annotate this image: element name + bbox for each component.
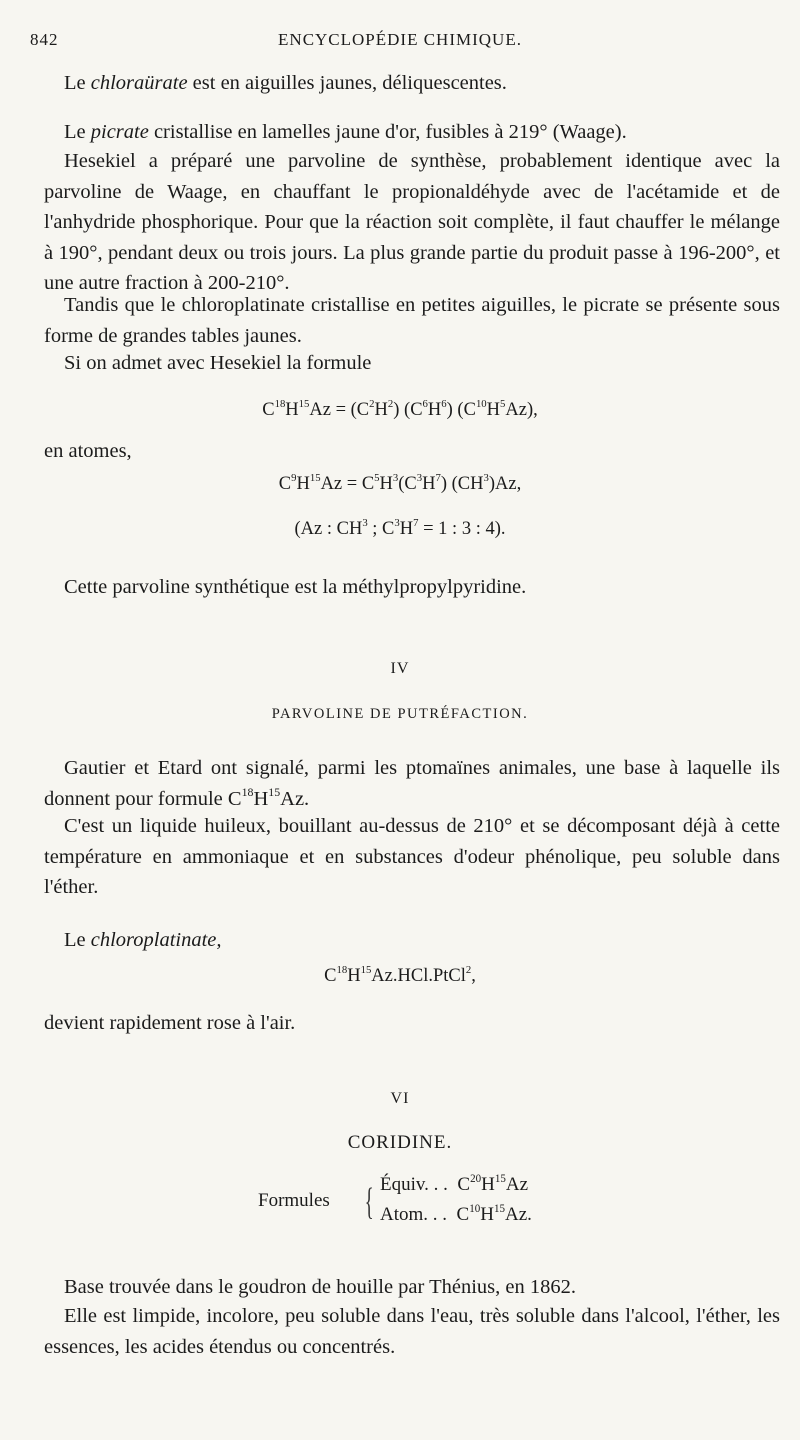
formules-row-atom: Atom. . . $C^{10}H^{15}Az$. <box>380 1203 532 1225</box>
term-chloraurate: chloraürate <box>90 72 188 94</box>
page-number: 842 <box>30 30 59 49</box>
paragraph-base-trouvee: Base trouvée dans le goudron de houille par Thénius, en 1862. <box>64 1276 576 1298</box>
paragraph-picrate: Le picrate cristallise en lamelles jaune d'or, fusibles à 219° (Waage). <box>64 121 627 143</box>
equation-equivalents: $C^{18}H^{15}Az = (C^2H^2)$ $(C^6H^6)$ $(C^{10}H^5Az)$, <box>262 398 538 420</box>
formules-label: Formules <box>258 1190 330 1211</box>
paragraph-en-atomes: en atomes, <box>44 440 132 462</box>
section-number-iv: IV <box>390 660 410 677</box>
running-title: ENCYCLOPÉDIE CHIMIQUE. <box>278 30 522 49</box>
paragraph-synthetique: Cette parvoline synthétique est la méthylpropylpyridine. <box>64 576 527 598</box>
paragraph-chloraurate: Le chloraürate est en aiguilles jaunes, déliquescentes. <box>64 72 507 94</box>
term-chloroplatinate: chloroplatinate, <box>90 929 222 951</box>
paragraph-chloroplatinate: Le chloroplatinate, <box>64 929 222 951</box>
paragraph-gautier: Gautier et Etard ont signalé, parmi les ptomaïnes animales, une base à laquelle ils donnent pour formule $C^{18}H^{15}Az$. <box>44 757 780 810</box>
section-number-vi: VI <box>390 1090 410 1107</box>
brace-icon: { <box>364 1181 374 1223</box>
equation-ratio: (Az : $CH^3$ ; $C^3H^7 = 1$ : 3 : 4). <box>294 517 506 539</box>
equation-chloroplatinate: $C^{18}H^{15}Az.HCl.PtCl^2$, <box>324 964 476 986</box>
equation-atoms: $C^9H^{15}Az = C^5H^3(C^3H^7)$ $(CH^3)Az$, <box>278 472 522 494</box>
paragraph-formule-intro: Si on admet avec Hesekiel la formule <box>64 352 372 374</box>
section-title-coridine: CORIDINE. <box>347 1132 453 1153</box>
formules-block <box>258 1172 658 1236</box>
term-picrate: picrate <box>90 121 149 143</box>
running-header <box>30 30 770 56</box>
paragraph-limpide: Elle est limpide, incolore, peu soluble dans l'eau, très soluble dans l'alcool, l'éther, les essences, les acides étendus ou concentrés. <box>44 1305 780 1358</box>
paragraph-hesekiel: Hesekiel a préparé une parvoline de synthèse, probablement identique avec la parvoline de Waage, en chauffant le propionaldéhyde avec de l'acétamide et de l'anhydride phosphorique. Pour que la réaction soit complète, il faut chauffer le mélange à 190°, pendant deux ou trois jours. La plus grande partie du produit passe à 196-200°, et une autre fraction à 200-210°. <box>44 150 780 294</box>
paragraph-liquide: C'est un liquide huileux, bouillant au-dessus de 210° et se décomposant déjà à cette température en ammoniaque et en substances d'odeur phénolique, peu soluble dans l'éther. <box>44 815 780 898</box>
paragraph-rose: devient rapidement rose à l'air. <box>44 1012 296 1034</box>
formules-row-equiv: Équiv. . . $C^{20}H^{15}Az$ <box>380 1173 529 1195</box>
paragraph-tandis: Tandis que le chloroplatinate cristallise en petites aiguilles, le picrate se présente sous forme de grandes tables jaunes. <box>44 294 780 347</box>
section-title-parvoline: PARVOLINE DE PUTRÉFACTION. <box>271 706 529 722</box>
